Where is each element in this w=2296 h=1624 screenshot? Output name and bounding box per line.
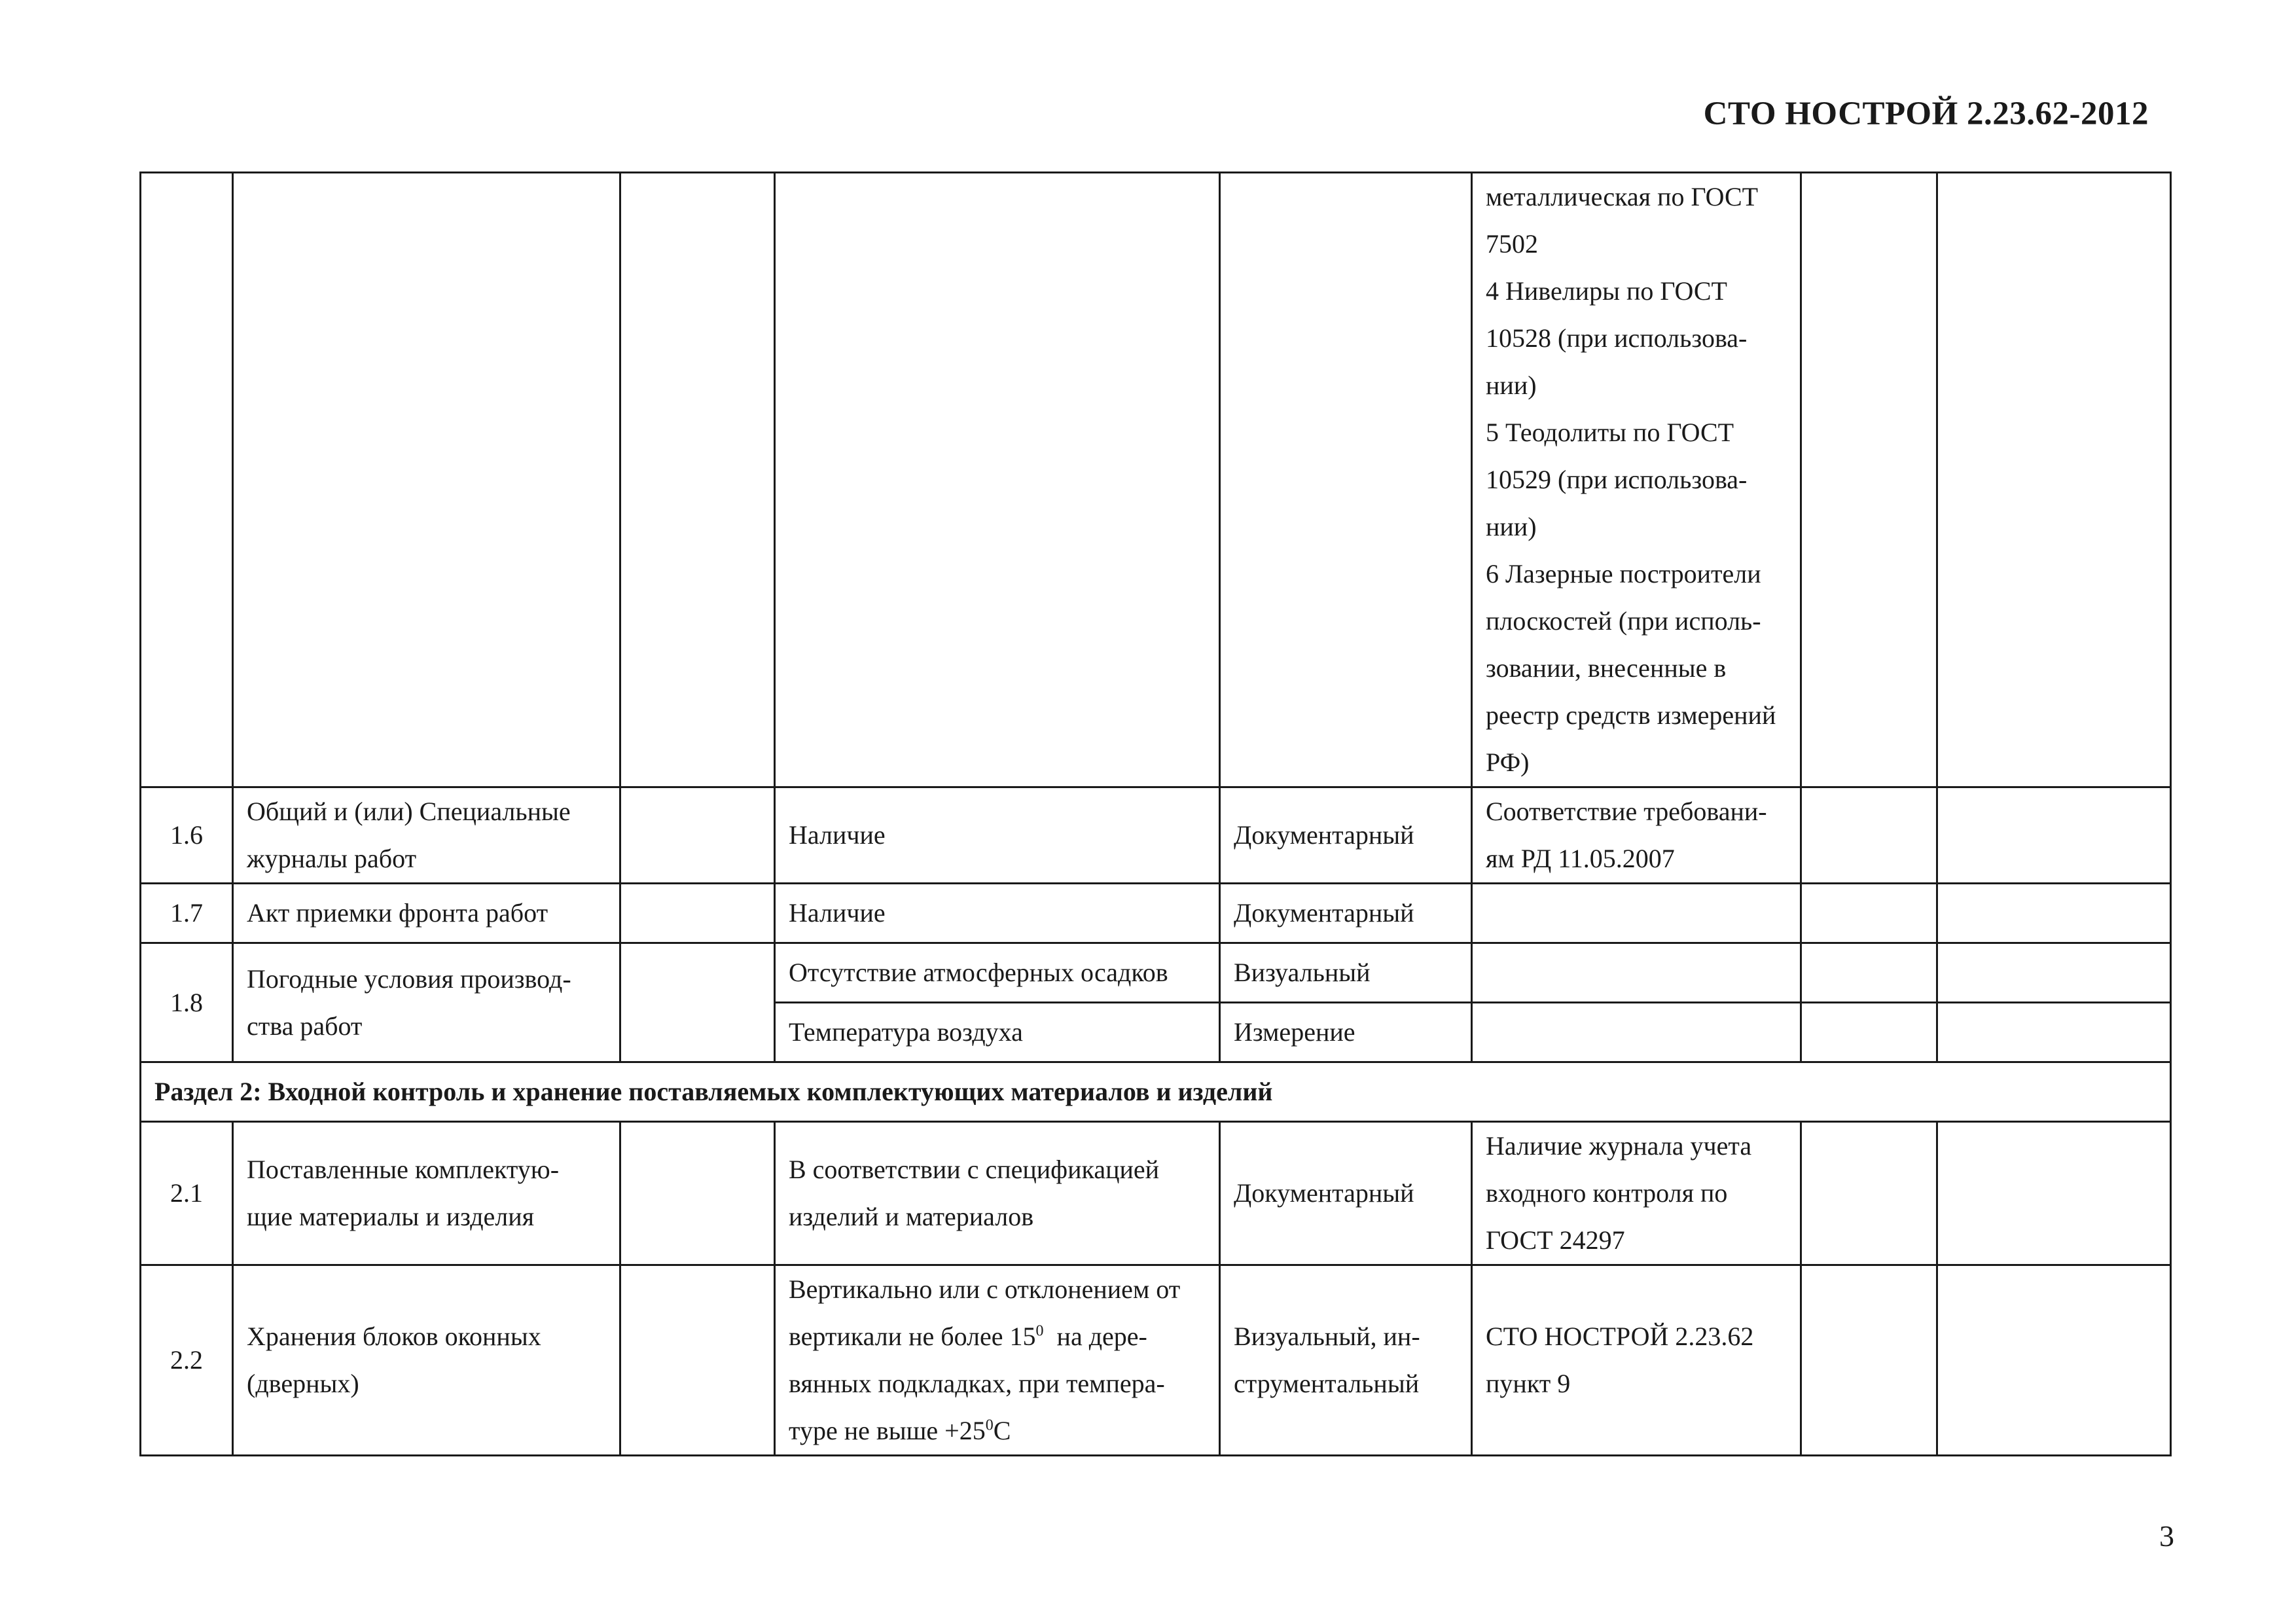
cell-reference [1472,787,1801,884]
cell-empty [1801,1122,1937,1265]
degree-superscript: 0 [1035,1322,1044,1340]
section-heading-row [141,1062,2171,1122]
table-row-1-6 [141,787,2171,884]
text-line: нии) [1486,512,1537,541]
text-line: входного контроля по [1486,1178,1728,1208]
cell-reference [1472,1122,1801,1265]
cell-item-name [233,1122,620,1265]
table-row-2-1 [141,1122,2171,1265]
row-number: 2.2 [141,1265,233,1456]
cell-method [1220,1265,1472,1456]
text-line: реестр средств измерений [1486,700,1776,730]
text-line: ГОСТ 24297 [1486,1225,1625,1255]
text-fragment: на дере- [1043,1322,1147,1351]
cell-empty [233,173,620,787]
text-line: 4 Нивелиры по ГОСТ [1486,276,1727,306]
control-table [139,171,2172,1456]
cell-empty [620,173,775,787]
row-number: 1.8 [141,943,233,1062]
cell-requirement: Отсутствие атмосферных осадков [775,943,1220,1003]
page-number: 3 [2159,1519,2174,1553]
text-line: Хранения блоков оконных [247,1322,541,1351]
cell-requirement [775,1265,1220,1456]
text-line: Наличие журнала учета [1486,1131,1752,1161]
text-line: Общий и (или) Специальные [247,797,571,826]
text-line: Вертикально или с отклонением от [789,1274,1181,1304]
cell-empty [1937,1122,2171,1265]
text-fragment: туре не выше +25 [789,1416,986,1445]
table-row-2-2 [141,1265,2171,1456]
text-line: ства работ [247,1011,363,1041]
cell-empty [1801,787,1937,884]
table-row-continuation [141,173,2171,787]
text-line: 6 Лазерные построители [1486,559,1761,588]
cell-method: Документарный [1220,884,1472,943]
cell-empty [141,173,233,787]
cell-empty [1937,1003,2171,1062]
cell-empty [775,173,1220,787]
document-header: СТО НОСТРОЙ 2.23.62-2012 [1703,96,2149,132]
cell-reference [1472,1265,1801,1456]
text-line: металлическая по ГОСТ [1486,182,1759,211]
cell-method: Документарный [1220,787,1472,884]
cell-requirement: Температура воздуха [775,1003,1220,1062]
cell-empty [1937,1265,2171,1456]
degree-superscript: 0 [985,1416,994,1434]
cell-empty [620,884,775,943]
cell-empty [1937,884,2171,943]
text-line: пункт 9 [1486,1369,1571,1398]
text-line: 10529 (при использова- [1486,465,1748,494]
text-fragment: вертикали не более 15 [789,1322,1036,1351]
text-line: журналы работ [247,844,417,873]
text-line: 7502 [1486,229,1538,259]
cell-empty [620,787,775,884]
text-line: щие материалы и изделия [247,1202,535,1231]
text-line: (дверных) [247,1369,359,1398]
cell-requirement: Наличие [775,787,1220,884]
text-line: плоскостей (при исполь- [1486,606,1761,636]
cell-item-name [233,1265,620,1456]
text-line [789,1313,1206,1360]
table-row-1-7 [141,884,2171,943]
cell-empty [1801,1003,1937,1062]
cell-item-name [233,787,620,884]
cell-empty [1937,787,2171,884]
text-line: СТО НОСТРОЙ 2.23.62 [1486,1322,1754,1351]
text-line: Соответствие требовани- [1486,797,1767,826]
cell-item-name [233,943,620,1062]
cell-empty [620,1122,775,1265]
cell-method: Документарный [1220,1122,1472,1265]
cell-method: Измерение [1220,1003,1472,1062]
section-title: Раздел 2: Входной контроль и хранение поставляемых комплектующих материалов и изделий [141,1062,2171,1122]
cell-empty [1472,884,1801,943]
cell-empty [1937,943,2171,1003]
cell-empty [1801,884,1937,943]
table-row-1-8 [141,943,2171,1003]
text-fragment: С [993,1416,1011,1445]
cell-instruments [1472,173,1801,787]
cell-item-name: Акт приемки фронта работ [233,884,620,943]
text-line: зовании, внесенные в [1486,653,1727,683]
cell-empty [1801,943,1937,1003]
text-line: 10528 (при использова- [1486,323,1748,353]
cell-empty [620,1265,775,1456]
text-line: В соответствии с спецификацией [789,1155,1160,1184]
cell-empty [1472,1003,1801,1062]
text-line: Погодные условия производ- [247,964,571,994]
row-number: 1.7 [141,884,233,943]
text-line: изделий и материалов [789,1202,1034,1231]
cell-requirement: Наличие [775,884,1220,943]
cell-empty [1937,173,2171,787]
text-line: нии) [1486,370,1537,400]
text-line [789,1407,1206,1454]
text-line: Визуальный, ин- [1234,1322,1420,1351]
text-line: струментальный [1234,1369,1420,1398]
text-line: вянных подкладках, при темпера- [789,1369,1165,1398]
text-line: 5 Теодолиты по ГОСТ [1486,418,1734,447]
cell-empty [1472,943,1801,1003]
row-number: 2.1 [141,1122,233,1265]
cell-empty [1801,1265,1937,1456]
cell-empty [1220,173,1472,787]
cell-requirement [775,1122,1220,1265]
row-number: 1.6 [141,787,233,884]
cell-empty [620,943,775,1062]
cell-method: Визуальный [1220,943,1472,1003]
text-line: РФ) [1486,748,1530,777]
text-line: Поставленные комплектую- [247,1155,560,1184]
cell-empty [1801,173,1937,787]
text-line: ям РД 11.05.2007 [1486,844,1675,873]
